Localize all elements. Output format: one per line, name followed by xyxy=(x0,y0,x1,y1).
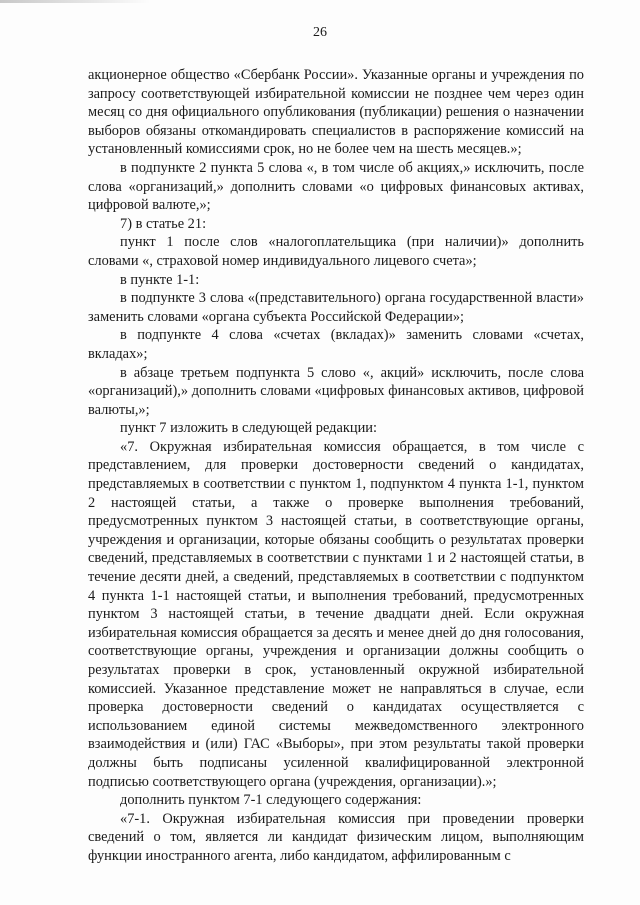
paragraph: пункт 7 изложить в следующей редакции: xyxy=(120,420,377,437)
paragraph: «7. Окружная избирательная комиссия обращается, в том числе с представлением, для проверки достоверности сведений о кандидатах, представляемых в соответствии с пунктом 1, подпунктом 4 пункта 1-1, пунктом 2 настоящей статьи, а также о проверке выполнения требований, предусмотренных пунктом 3 настоящей статьи, в соответствующие органы, учреждения и организации, которые обязаны сообщить о результатах проверки сведений, представляемых в соответствии с пунктами 1 и 2 настоящей статьи, в течение десяти дней, а сведений, представляемых в соответствии с подпунктом 4 пункта 1-1 настоящей статьи, и выполнения требований, предусмотренных пунктом 3 настоящей статьи, в течение двадцати дней. Если окружная избирательная комиссия обращается за десять и менее дней до дня голосования, соответствующие органы, учреждения и организации должны сообщить о результатах проверки в срок, установленный окружной избирательной комиссией. Указанное представление может не направляться в случае, если проверка достоверности сведений о кандидатах осуществляется с использованием единой системы межведомственного электронного взаимодействия и (или) ГАС «Выборы», при этом результаты такой проверки должны быть подписаны усиленной квалифицированной электронной подписью соответствующего органа (учреждения, организации).»; xyxy=(88,438,584,790)
paragraph: пункт 1 после слов «налогоплательщика (при наличии)» дополнить словами «, страховой номер индивидуального лицевого счета»; xyxy=(88,234,584,269)
paragraph: в подпункте 3 слова «(представительного) органа государственной власти» заменить словами «органа субъекта Российской Федерации»; xyxy=(88,290,584,325)
page-number: 26 xyxy=(313,25,327,40)
paragraph: в абзаце третьем подпункта 5 слово «, акций» исключить, после слова «организаций),» дополнить словами «цифровых финансовых активов, цифровой валюты,»; xyxy=(88,364,584,418)
scan-edge-mark xyxy=(0,0,150,3)
paragraph: в пункте 1-1: xyxy=(120,271,200,288)
paragraph: дополнить пунктом 7-1 следующего содержания: xyxy=(120,792,422,809)
paragraph: в подпункте 4 слова «счетах (вкладах)» заменить словами «счетах, вкладах»; xyxy=(88,327,584,362)
paragraph: в подпункте 2 пункта 5 слова «, в том числе об акциях,» исключить, после слова «организаций,» дополнить словами «о цифровых финансовых активах, цифровой валюте,»; xyxy=(88,159,584,214)
paragraph: «7-1. Окружная избирательная комиссия при проведении проверки сведений о том, является ли кандидат физическим лицом, выполняющим функции иностранного агента, либо кандидатом, аффилированным с xyxy=(88,810,584,864)
document-body xyxy=(88,66,584,866)
paragraph: 7) в статье 21: xyxy=(120,215,207,232)
paragraph: акционерное общество «Сбербанк России». Указанные органы и учреждения по запросу соответствующей избирательной комиссии не позднее чем через один месяц со дня официального опубликования (публикации) решения о назначении выборов обязаны откомандировать специалистов в распоряжение комиссий на установленный комиссиями срок, но не более чем на шесть месяцев.»; xyxy=(88,67,584,158)
